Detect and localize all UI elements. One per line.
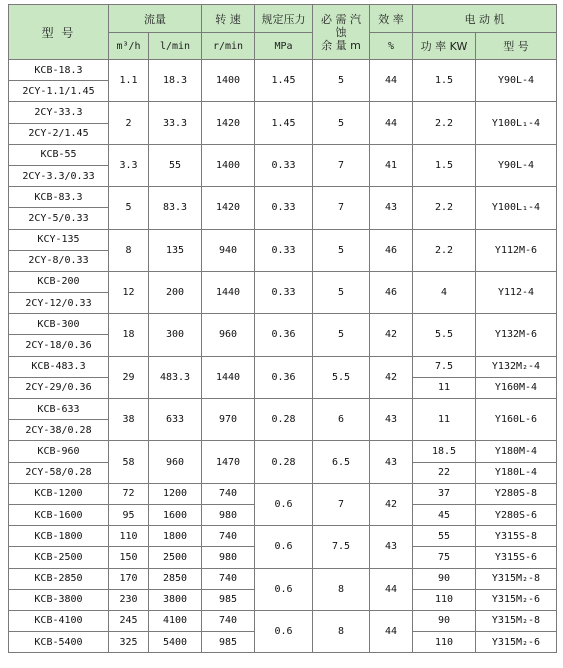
- header-flow: 流量: [109, 5, 202, 33]
- cell-motor-model: Y315M₂-8: [476, 568, 557, 589]
- cell-speed: 740: [202, 568, 255, 589]
- table-row: [9, 356, 557, 377]
- cell-flow-m3h: 8: [109, 229, 149, 271]
- cell-speed: 740: [202, 610, 255, 631]
- cell-speed: 940: [202, 229, 255, 271]
- cell-efficiency: 46: [370, 271, 413, 313]
- cell-motor-model: Y112M-6: [476, 229, 557, 271]
- cell-model: KCB-5400: [9, 632, 109, 653]
- cell-model: 2CY-29/0.36: [9, 377, 109, 398]
- header-npsh-line1: 必 需 汽: [321, 12, 361, 26]
- cell-motor-power: 90: [413, 568, 476, 589]
- cell-motor-model: Y112-4: [476, 271, 557, 313]
- header-npsh-line2: 蚀: [335, 25, 347, 39]
- cell-model: 2CY-18/0.36: [9, 335, 109, 356]
- header-pressure: 规定压力: [255, 5, 313, 33]
- cell-efficiency: 46: [370, 229, 413, 271]
- cell-speed: 980: [202, 547, 255, 568]
- cell-model: KCB-1200: [9, 483, 109, 504]
- cell-motor-power: 2.2: [413, 187, 476, 229]
- table-row: [9, 441, 557, 462]
- header-model: 型 号: [9, 5, 109, 60]
- cell-efficiency: 44: [370, 102, 413, 144]
- header-motor-model: 型 号: [476, 33, 557, 60]
- cell-npsh: 5: [313, 102, 370, 144]
- cell-flow-m3h: 325: [109, 632, 149, 653]
- cell-motor-model: Y100L₁-4: [476, 102, 557, 144]
- cell-model: 2CY-8/0.33: [9, 250, 109, 271]
- cell-npsh: 8: [313, 568, 370, 610]
- cell-motor-power: 11: [413, 377, 476, 398]
- cell-motor-power: 75: [413, 547, 476, 568]
- cell-flow-lmin: 1800: [149, 526, 202, 547]
- cell-npsh: 7: [313, 144, 370, 186]
- cell-flow-m3h: 230: [109, 589, 149, 610]
- header-npsh-line3: 余 量 m: [321, 38, 361, 52]
- cell-npsh: 5: [313, 229, 370, 271]
- cell-speed: 1400: [202, 60, 255, 102]
- cell-flow-lmin: 55: [149, 144, 202, 186]
- cell-pressure: 0.36: [255, 314, 313, 356]
- cell-model: KCB-483.3: [9, 356, 109, 377]
- header-flow-lmin: l/min: [149, 33, 202, 60]
- cell-motor-model: Y132M₂-4: [476, 356, 557, 377]
- cell-model: 2CY-5/0.33: [9, 208, 109, 229]
- cell-flow-m3h: 170: [109, 568, 149, 589]
- cell-motor-model: Y315S-8: [476, 526, 557, 547]
- table-row: [9, 271, 557, 292]
- cell-efficiency: 43: [370, 441, 413, 483]
- cell-flow-lmin: 1600: [149, 504, 202, 525]
- cell-motor-model: Y100L₁-4: [476, 187, 557, 229]
- cell-motor-power: 2.2: [413, 102, 476, 144]
- cell-speed: 985: [202, 632, 255, 653]
- cell-model: KCB-300: [9, 314, 109, 335]
- cell-motor-model: Y180L-4: [476, 462, 557, 483]
- cell-speed: 1420: [202, 102, 255, 144]
- cell-flow-lmin: 200: [149, 271, 202, 313]
- cell-pressure: 1.45: [255, 60, 313, 102]
- cell-model: 2CY-12/0.33: [9, 293, 109, 314]
- cell-speed: 740: [202, 483, 255, 504]
- cell-motor-model: Y280S-8: [476, 483, 557, 504]
- cell-speed: 1420: [202, 187, 255, 229]
- cell-pressure: 0.6: [255, 610, 313, 652]
- cell-flow-m3h: 110: [109, 526, 149, 547]
- cell-flow-m3h: 95: [109, 504, 149, 525]
- cell-model: 2CY-33.3: [9, 102, 109, 123]
- cell-npsh: 7.5: [313, 526, 370, 568]
- cell-flow-lmin: 33.3: [149, 102, 202, 144]
- cell-motor-model: Y280S-6: [476, 504, 557, 525]
- cell-flow-lmin: 300: [149, 314, 202, 356]
- table-row: [9, 60, 557, 81]
- cell-pressure: 0.33: [255, 187, 313, 229]
- cell-flow-m3h: 245: [109, 610, 149, 631]
- cell-motor-model: Y315S-6: [476, 547, 557, 568]
- header-flow-m3h: m³/h: [109, 33, 149, 60]
- cell-motor-model: Y180M-4: [476, 441, 557, 462]
- cell-model: 2CY-1.1/1.45: [9, 81, 109, 102]
- cell-flow-m3h: 3.3: [109, 144, 149, 186]
- cell-model: 2CY-38/0.28: [9, 420, 109, 441]
- header-efficiency: 效 率: [370, 5, 413, 33]
- cell-flow-m3h: 2: [109, 102, 149, 144]
- cell-motor-power: 37: [413, 483, 476, 504]
- cell-model: KCB-55: [9, 144, 109, 165]
- cell-motor-power: 18.5: [413, 441, 476, 462]
- cell-speed: 1440: [202, 271, 255, 313]
- cell-flow-m3h: 29: [109, 356, 149, 398]
- cell-model: KCB-2850: [9, 568, 109, 589]
- cell-flow-lmin: 4100: [149, 610, 202, 631]
- cell-motor-power: 90: [413, 610, 476, 631]
- cell-model: KCB-2500: [9, 547, 109, 568]
- cell-motor-power: 2.2: [413, 229, 476, 271]
- cell-motor-power: 1.5: [413, 60, 476, 102]
- cell-npsh: 7: [313, 483, 370, 525]
- cell-efficiency: 41: [370, 144, 413, 186]
- cell-model: KCB-83.3: [9, 187, 109, 208]
- cell-speed: 985: [202, 589, 255, 610]
- cell-npsh: 6.5: [313, 441, 370, 483]
- cell-flow-lmin: 83.3: [149, 187, 202, 229]
- cell-speed: 1440: [202, 356, 255, 398]
- cell-flow-m3h: 5: [109, 187, 149, 229]
- cell-efficiency: 44: [370, 568, 413, 610]
- cell-speed: 980: [202, 504, 255, 525]
- cell-model: KCB-4100: [9, 610, 109, 631]
- cell-flow-m3h: 18: [109, 314, 149, 356]
- cell-npsh: 5: [313, 60, 370, 102]
- cell-efficiency: 43: [370, 399, 413, 441]
- cell-npsh: 8: [313, 610, 370, 652]
- table-row: [9, 314, 557, 335]
- cell-efficiency: 44: [370, 60, 413, 102]
- cell-efficiency: 43: [370, 526, 413, 568]
- cell-pressure: 0.28: [255, 399, 313, 441]
- cell-flow-m3h: 150: [109, 547, 149, 568]
- cell-flow-m3h: 72: [109, 483, 149, 504]
- table-row: [9, 568, 557, 589]
- cell-model: KCB-18.3: [9, 60, 109, 81]
- cell-flow-lmin: 2850: [149, 568, 202, 589]
- cell-npsh: 5: [313, 271, 370, 313]
- cell-efficiency: 42: [370, 314, 413, 356]
- cell-flow-lmin: 18.3: [149, 60, 202, 102]
- cell-motor-power: 1.5: [413, 144, 476, 186]
- cell-flow-m3h: 58: [109, 441, 149, 483]
- cell-motor-power: 11: [413, 399, 476, 441]
- cell-speed: 740: [202, 526, 255, 547]
- cell-flow-lmin: 2500: [149, 547, 202, 568]
- table-row: [9, 144, 557, 165]
- cell-motor-model: Y160L-6: [476, 399, 557, 441]
- cell-efficiency: 44: [370, 610, 413, 652]
- cell-flow-m3h: 12: [109, 271, 149, 313]
- cell-flow-lmin: 960: [149, 441, 202, 483]
- header-npsh: [313, 5, 370, 60]
- table-row: [9, 187, 557, 208]
- table-row: [9, 102, 557, 123]
- cell-npsh: 7: [313, 187, 370, 229]
- cell-model: 2CY-2/1.45: [9, 123, 109, 144]
- table-row: [9, 399, 557, 420]
- cell-efficiency: 42: [370, 356, 413, 398]
- cell-motor-power: 22: [413, 462, 476, 483]
- cell-model: KCB-1800: [9, 526, 109, 547]
- cell-npsh: 6: [313, 399, 370, 441]
- cell-motor-power: 4: [413, 271, 476, 313]
- pump-spec-table: [8, 4, 557, 653]
- cell-flow-lmin: 3800: [149, 589, 202, 610]
- header-speed-unit: r/min: [202, 33, 255, 60]
- header-motor: 电 动 机: [413, 5, 557, 33]
- table-row: [9, 483, 557, 504]
- cell-motor-power: 110: [413, 589, 476, 610]
- header-motor-power: 功 率 KW: [413, 33, 476, 60]
- cell-pressure: 0.33: [255, 229, 313, 271]
- cell-speed: 960: [202, 314, 255, 356]
- cell-model: KCB-200: [9, 271, 109, 292]
- cell-flow-lmin: 135: [149, 229, 202, 271]
- cell-pressure: 1.45: [255, 102, 313, 144]
- cell-pressure: 0.33: [255, 271, 313, 313]
- cell-motor-model: Y315M₂-8: [476, 610, 557, 631]
- cell-motor-power: 45: [413, 504, 476, 525]
- cell-motor-power: 5.5: [413, 314, 476, 356]
- cell-model: KCB-633: [9, 399, 109, 420]
- table-row: [9, 229, 557, 250]
- cell-pressure: 0.33: [255, 144, 313, 186]
- cell-speed: 1400: [202, 144, 255, 186]
- cell-efficiency: 42: [370, 483, 413, 525]
- cell-npsh: 5.5: [313, 356, 370, 398]
- cell-motor-model: Y132M-6: [476, 314, 557, 356]
- cell-motor-model: Y315M₂-6: [476, 632, 557, 653]
- cell-motor-model: Y160M-4: [476, 377, 557, 398]
- cell-motor-model: Y90L-4: [476, 60, 557, 102]
- table-row: [9, 610, 557, 631]
- cell-motor-model: Y90L-4: [476, 144, 557, 186]
- header-pressure-unit: MPa: [255, 33, 313, 60]
- cell-flow-lmin: 633: [149, 399, 202, 441]
- cell-pressure: 0.28: [255, 441, 313, 483]
- cell-flow-lmin: 483.3: [149, 356, 202, 398]
- cell-speed: 970: [202, 399, 255, 441]
- cell-motor-power: 7.5: [413, 356, 476, 377]
- cell-motor-model: Y315M₂-6: [476, 589, 557, 610]
- cell-pressure: 0.6: [255, 483, 313, 525]
- cell-model: 2CY-58/0.28: [9, 462, 109, 483]
- cell-efficiency: 43: [370, 187, 413, 229]
- cell-pressure: 0.6: [255, 568, 313, 610]
- cell-flow-lmin: 5400: [149, 632, 202, 653]
- cell-model: 2CY-3.3/0.33: [9, 165, 109, 186]
- table-row: [9, 526, 557, 547]
- cell-flow-m3h: 38: [109, 399, 149, 441]
- cell-model: KCY-135: [9, 229, 109, 250]
- header-speed: 转 速: [202, 5, 255, 33]
- header-efficiency-unit: %: [370, 33, 413, 60]
- cell-model: KCB-1600: [9, 504, 109, 525]
- cell-pressure: 0.6: [255, 526, 313, 568]
- cell-speed: 1470: [202, 441, 255, 483]
- cell-model: KCB-960: [9, 441, 109, 462]
- cell-flow-lmin: 1200: [149, 483, 202, 504]
- cell-npsh: 5: [313, 314, 370, 356]
- cell-motor-power: 55: [413, 526, 476, 547]
- cell-flow-m3h: 1.1: [109, 60, 149, 102]
- cell-model: KCB-3800: [9, 589, 109, 610]
- cell-motor-power: 110: [413, 632, 476, 653]
- cell-pressure: 0.36: [255, 356, 313, 398]
